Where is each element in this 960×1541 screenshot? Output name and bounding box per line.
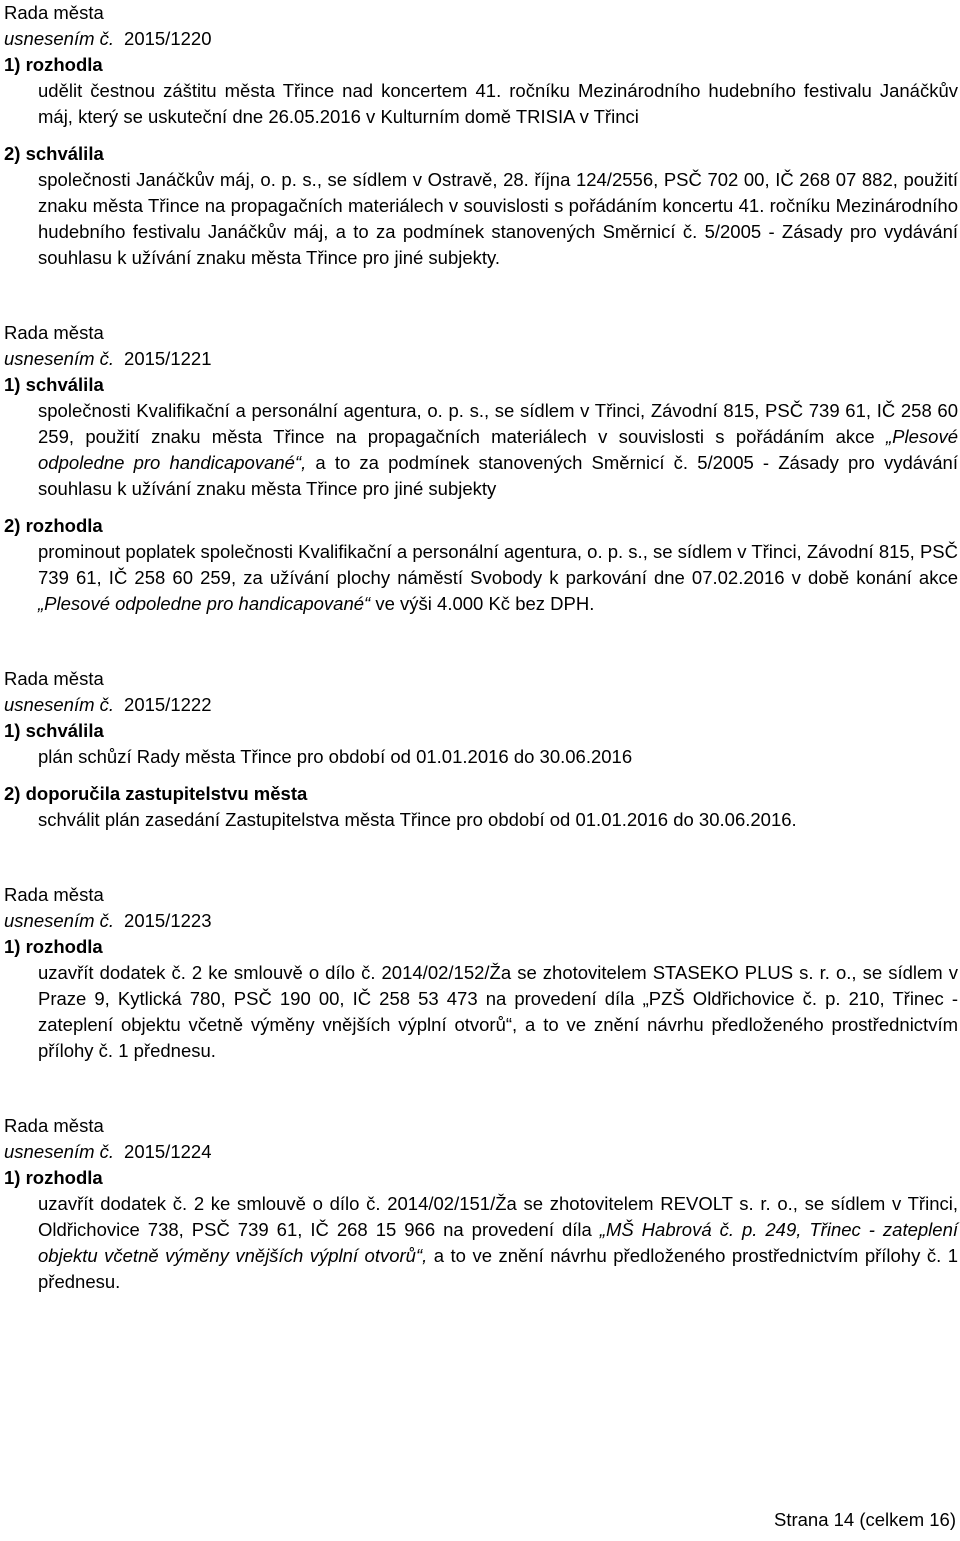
resolution-number: 2015/1222	[124, 694, 212, 715]
item-text: uzavřít dodatek č. 2 ke smlouvě o dílo č. 2014/02/152/Ža se zhotovitelem STASEKO PLUS s. r. o., se sídlem v Praze 9, Kytlická 780, PSČ 190 00, IČ 258 53 473 na provedení díla „PZŠ Oldřichovice č. p. 210, Třinec - zateplení objektu včetně výměny vnějších výplní otvorů“, a to ve znění návrhu předloženého prostřednictvím přílohy č. 1 přednesu.	[38, 962, 958, 1061]
project-name: „MŠ Habrová č. p. 249, Třinec - zateplení objektu včetně výměny vnějších výplní otvorů“,	[38, 1219, 959, 1266]
resolution-block	[4, 320, 958, 617]
resolution-label: usnesením č.	[4, 910, 115, 931]
resolution-header	[4, 346, 958, 372]
resolution-label: usnesením č.	[4, 28, 115, 49]
event-name: „Plesové odpoledne pro handicapované“	[38, 593, 371, 614]
resolution-number: 2015/1223	[124, 910, 212, 931]
council-label: Rada města	[4, 884, 104, 905]
document-page	[4, 0, 958, 1295]
event-name: „Plesové odpoledne pro handicapované“,	[38, 426, 958, 473]
resolution-block	[4, 0, 958, 271]
resolution-header	[4, 26, 958, 52]
item-text: společnosti Kvalifikační a personální agentura, o. p. s., se sídlem v Třinci, Závodní 815, PSČ 739 61, IČ 258 60 259, použití znaku města Třince na propagačních materiálech v souvislosti s pořádáním akce „Plesové odpoledne pro handicapované“, a to za podmínek stanovených Směrnicí č. 5/2005 - Zásady pro vydávání souhlasu k užívání znaku města Třince pro jiné subjekty	[38, 400, 958, 499]
item-text: společnosti Janáčkův máj, o. p. s., se sídlem v Ostravě, 28. října 124/2556, PSČ 702 00, IČ 268 07 882, použití znaku města Třince na propagačních materiálech v souvislosti s pořádáním koncertu 41. ročníku Mezinárodního hudebního festivalu Janáčkův máj, a to za podmínek stanovených Směrnicí č. 5/2005 - Zásady pro vydávání souhlasu k užívání znaku města Třince pro jiné subjekty.	[38, 169, 958, 268]
item-heading: 1) rozhodla	[4, 1167, 103, 1188]
item-heading: 1) schválila	[4, 374, 104, 395]
resolution-label: usnesením č.	[4, 348, 115, 369]
item-text: plán schůzí Rady města Třince pro období od 01.01.2016 do 30.06.2016	[38, 746, 633, 767]
item-text: prominout poplatek společnosti Kvalifikační a personální agentura, o. p. s., se sídlem v Třinci, Závodní 815, PSČ 739 61, IČ 258 60 259, za užívání plochy náměstí Svobody k parkování dne 07.02.2016 v době konání akce „Plesové odpoledne pro handicapované“ ve výši 4.000 Kč bez DPH.	[38, 541, 959, 614]
council-label: Rada města	[4, 2, 104, 23]
resolution-header	[4, 908, 958, 934]
item-heading: 2) schválila	[4, 143, 104, 164]
resolution-header	[4, 692, 958, 718]
resolution-number: 2015/1220	[124, 28, 212, 49]
item-text: udělit čestnou záštitu města Třince nad koncertem 41. ročníku Mezinárodního hudebního festivalu Janáčkův máj, který se uskuteční dne 26.05.2016 v Kulturním domě TRISIA v Třinci	[38, 80, 958, 127]
resolution-label: usnesením č.	[4, 1141, 115, 1162]
resolution-number: 2015/1224	[124, 1141, 212, 1162]
item-heading: 2) doporučila zastupitelstvu města	[4, 783, 308, 804]
page-number: Strana 14 (celkem 16)	[773, 1509, 956, 1530]
resolution-block	[4, 882, 958, 1064]
item-heading: 1) schválila	[4, 720, 104, 741]
item-heading: 1) rozhodla	[4, 936, 103, 957]
item-heading: 1) rozhodla	[4, 54, 103, 75]
council-label: Rada města	[4, 668, 104, 689]
item-text: schválit plán zasedání Zastupitelstva města Třince pro období od 01.01.2016 do 30.06.2016.	[38, 809, 797, 830]
resolution-header	[4, 1139, 958, 1165]
council-label: Rada města	[4, 1115, 104, 1136]
resolution-block	[4, 666, 958, 833]
item-text: uzavřít dodatek č. 2 ke smlouvě o dílo č. 2014/02/151/Ža se zhotovitelem REVOLT s. r. o., se sídlem v Třinci, Oldřichovice 738, PSČ 739 61, IČ 268 15 966 na provedení díla „MŠ Habrová č. p. 249, Třinec - zateplení objektu včetně výměny vnějších výplní otvorů“, a to ve znění návrhu předloženého prostřednictvím přílohy č. 1 přednesu.	[38, 1193, 959, 1292]
resolution-number: 2015/1221	[124, 348, 212, 369]
council-label: Rada města	[4, 322, 104, 343]
resolution-label: usnesením č.	[4, 694, 115, 715]
item-heading: 2) rozhodla	[4, 515, 103, 536]
resolution-block	[4, 1113, 958, 1295]
